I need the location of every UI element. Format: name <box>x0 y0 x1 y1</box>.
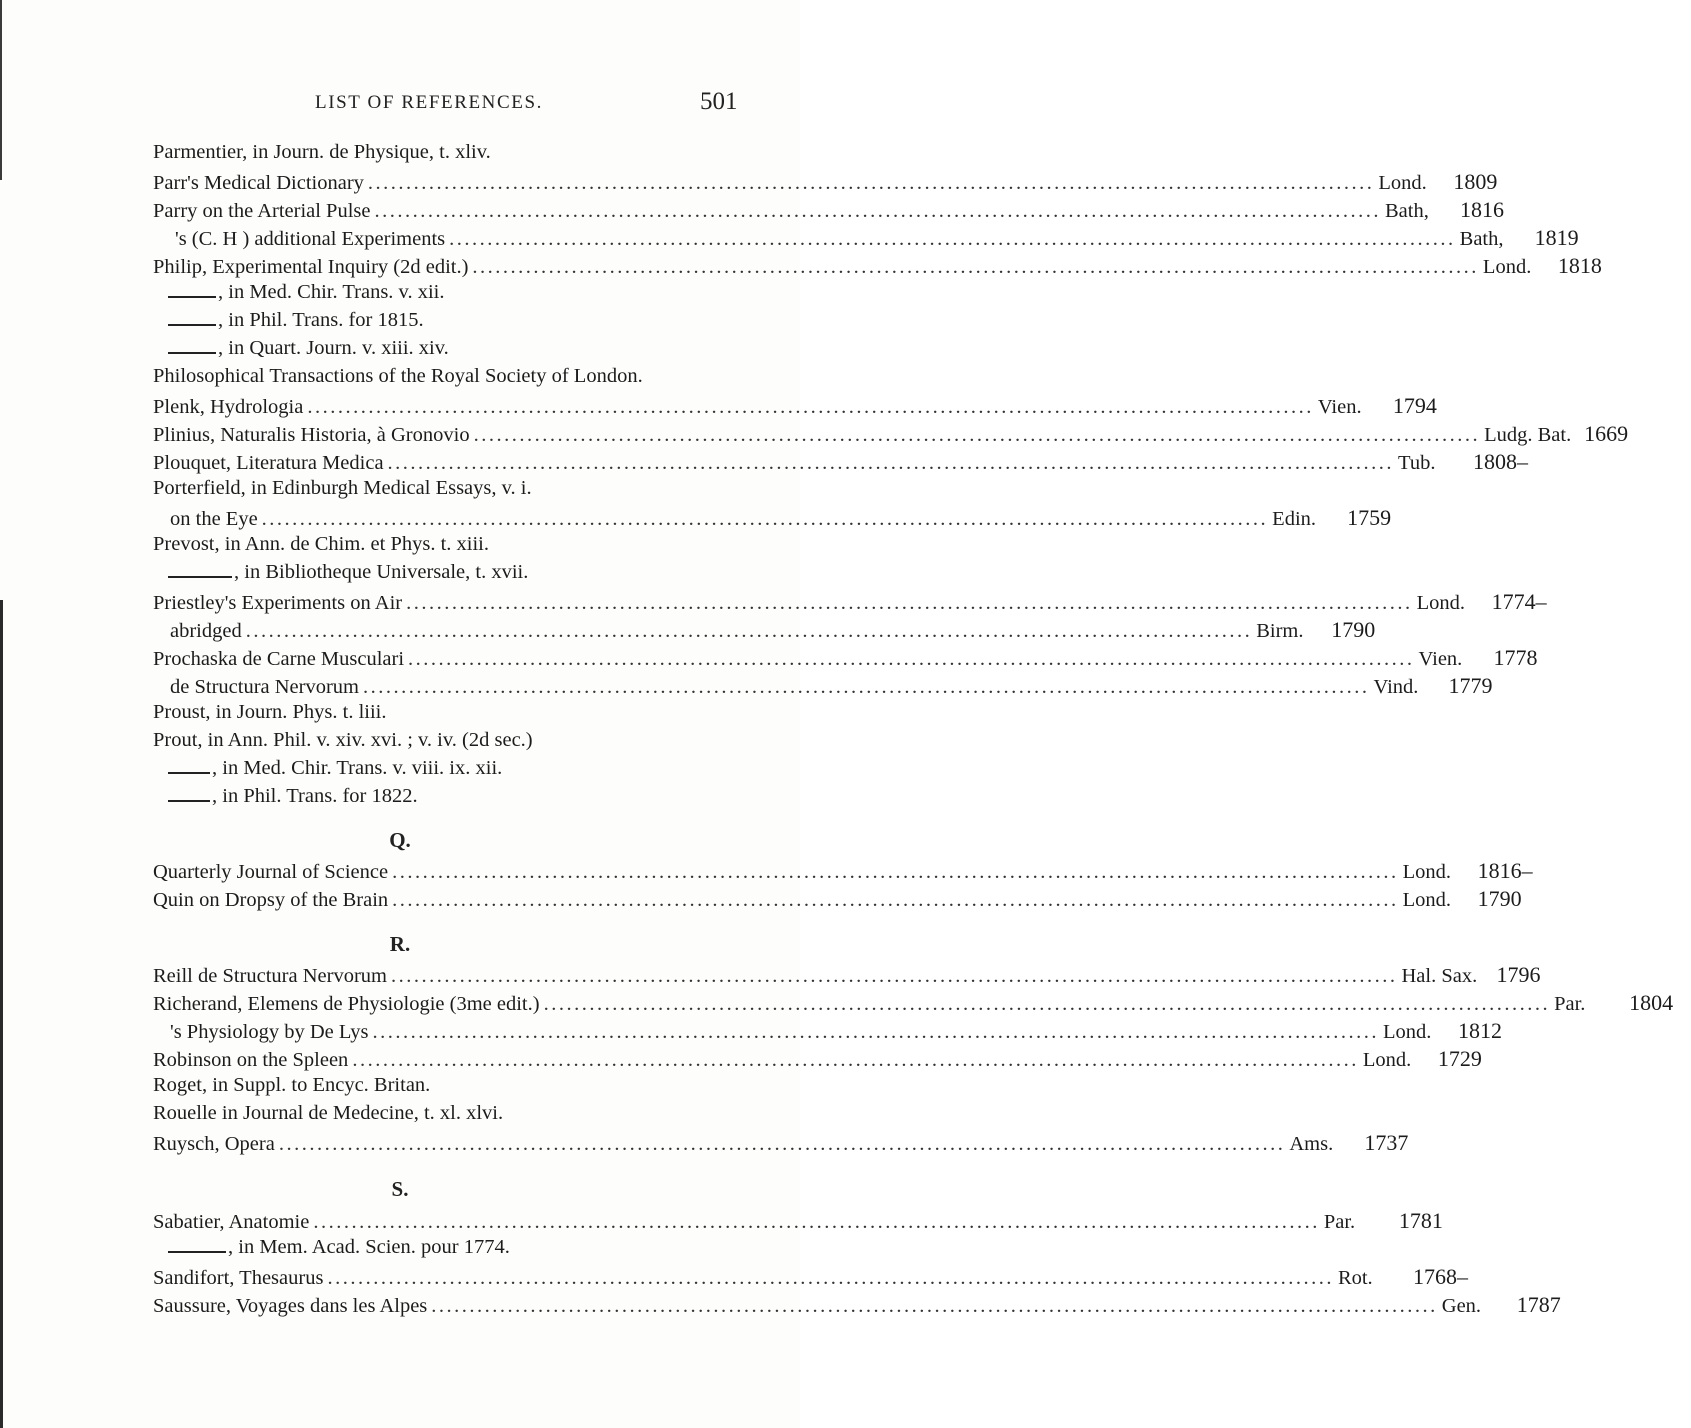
reference-year: 1812 <box>1457 1018 1502 1043</box>
dot-leader <box>313 1211 1320 1233</box>
dot-leader <box>544 993 1551 1015</box>
dot-leader <box>391 965 1398 987</box>
reference-year: 1737 <box>1364 1130 1409 1155</box>
ditto-dash <box>168 565 232 578</box>
reference-entry <box>153 645 1538 673</box>
reference-entry <box>153 1046 1482 1074</box>
dot-leader <box>431 1295 1438 1317</box>
reference-place: Lond. <box>1382 1021 1432 1043</box>
dot-leader <box>262 508 1269 530</box>
reference-entry <box>168 561 785 589</box>
reference-place: Lond. <box>1416 592 1465 614</box>
reference-place: Gen. <box>1441 1295 1482 1317</box>
reference-text: , in Quart. Journ. v. xiii. xiv. <box>218 337 449 359</box>
reference-entry <box>153 701 770 729</box>
dot-leader <box>372 1021 1379 1043</box>
reference-text: Philip, Experimental Inquiry (2d edit.) <box>153 256 469 278</box>
reference-text: Plouquet, Literatura Medica <box>153 452 384 474</box>
dot-leader <box>246 620 1253 642</box>
reference-entry <box>153 1130 1409 1158</box>
reference-place: Bath, <box>1384 200 1429 222</box>
page-edge-rule <box>0 600 3 1428</box>
reference-year: 1759 <box>1347 505 1392 530</box>
reference-text: Sandifort, Thesaurus <box>153 1267 324 1289</box>
reference-entry <box>168 785 785 813</box>
reference-place: Vien. <box>1317 396 1362 418</box>
page-number: 501 <box>700 88 738 115</box>
reference-entry <box>153 990 1674 1018</box>
reference-entry <box>153 962 1541 990</box>
reference-text: Prevost, in Ann. de Chim. et Phys. t. xiii. <box>153 533 489 555</box>
reference-entry <box>153 141 770 169</box>
reference-text: Ruysch, Opera <box>153 1133 275 1155</box>
reference-entry <box>153 421 1629 449</box>
reference-place: Bath, <box>1459 228 1504 250</box>
reference-entry <box>153 169 1498 197</box>
reference-entry <box>153 1292 1561 1320</box>
reference-entry <box>153 589 1547 617</box>
reference-entry <box>173 225 1579 253</box>
reference-text: Saussure, Voyages dans les Alpes <box>153 1295 428 1317</box>
dot-leader <box>352 1049 1359 1071</box>
reference-entry <box>153 858 1533 886</box>
reference-year: 1778 <box>1493 645 1538 670</box>
reference-text: Robinson on the Spleen <box>153 1049 349 1071</box>
reference-text: Proust, in Journ. Phys. t. liii. <box>153 701 387 723</box>
dot-leader <box>307 396 1314 418</box>
reference-year: 1774– <box>1491 589 1547 614</box>
reference-entry <box>153 365 770 393</box>
reference-year: 1790 <box>1331 617 1376 642</box>
reference-entry <box>153 533 770 561</box>
reference-place: Vind. <box>1373 676 1419 698</box>
reference-place: Vien. <box>1418 648 1463 670</box>
reference-year: 1818 <box>1557 253 1602 278</box>
reference-year: 1790 <box>1477 886 1522 911</box>
reference-text: abridged <box>170 620 242 642</box>
reference-place: Ams. <box>1289 1133 1334 1155</box>
reference-entry <box>153 197 1504 225</box>
reference-entry <box>153 1074 770 1102</box>
dot-leader <box>406 592 1413 614</box>
dot-leader <box>408 648 1415 670</box>
reference-text: , in Med. Chir. Trans. v. xii. <box>218 281 445 303</box>
reference-text: Parmentier, in Journ. de Physique, t. xliv. <box>153 141 491 163</box>
reference-place: Lond. <box>1482 256 1532 278</box>
reference-entry <box>153 253 1602 281</box>
ditto-dash <box>168 1240 226 1253</box>
reference-text: Parr's Medical Dictionary <box>153 172 364 194</box>
reference-entry <box>168 505 1392 533</box>
reference-text: Quarterly Journal of Science <box>153 861 389 883</box>
reference-entry <box>168 281 785 309</box>
reference-entry <box>153 1264 1468 1292</box>
reference-text: de Structura Nervorum <box>170 676 359 698</box>
reference-text: , in Med. Chir. Trans. v. viii. ix. xii. <box>212 757 503 779</box>
reference-place: Lond. <box>1402 861 1451 883</box>
reference-text: Richerand, Elemens de Physiologie (3me edit.) <box>153 993 540 1015</box>
section-heading-r: R. <box>389 932 411 956</box>
reference-text: Plinius, Naturalis Historia, à Gronovio <box>153 424 470 446</box>
reference-entry <box>168 673 1493 701</box>
reference-text: 's (C. H ) additional Experiments <box>175 228 446 250</box>
reference-text: Priestley's Experiments on Air <box>153 592 403 614</box>
reference-text: Quin on Dropsy of the Brain <box>153 889 389 911</box>
reference-place: Ludg. Bat. <box>1484 424 1572 446</box>
dot-leader <box>327 1267 1334 1289</box>
reference-entry <box>168 309 785 337</box>
reference-year: 1794 <box>1392 393 1437 418</box>
reference-year: 1729 <box>1437 1046 1482 1071</box>
ditto-dash <box>168 313 216 326</box>
reference-entry <box>153 1208 1443 1236</box>
dot-leader <box>368 172 1375 194</box>
dot-leader <box>363 676 1370 698</box>
reference-place: Lond. <box>1362 1049 1412 1071</box>
reference-entry <box>153 477 770 505</box>
reference-entry <box>153 393 1437 421</box>
reference-text: Rouelle in Journal de Medecine, t. xl. xlvi. <box>153 1102 504 1124</box>
page-edge-shadow <box>0 0 2 180</box>
reference-year: 1804 <box>1629 990 1674 1015</box>
reference-year: 1796 <box>1496 962 1541 987</box>
reference-place: Tub. <box>1398 452 1436 474</box>
reference-text: , in Bibliotheque Universale, t. xvii. <box>234 561 529 583</box>
reference-place: Par. <box>1554 993 1586 1015</box>
dot-leader <box>388 452 1395 474</box>
reference-year: 1808– <box>1473 449 1529 474</box>
reference-year: 1781 <box>1398 1208 1443 1233</box>
reference-entry <box>153 1102 770 1130</box>
reference-entry <box>153 886 1522 914</box>
reference-text: Plenk, Hydrologia <box>153 396 304 418</box>
reference-place: Edin. <box>1272 508 1317 530</box>
reference-place: Birm. <box>1256 620 1304 642</box>
reference-entry <box>168 337 785 365</box>
reference-text: 's Physiology by De Lys <box>170 1021 369 1043</box>
reference-year: 1768– <box>1412 1264 1468 1289</box>
reference-text: Parry on the Arterial Pulse <box>153 200 371 222</box>
reference-year: 1787 <box>1516 1292 1561 1317</box>
reference-text: Sabatier, Anatomie <box>153 1211 310 1233</box>
running-head <box>0 88 800 122</box>
ditto-dash <box>168 761 210 774</box>
ditto-dash <box>168 789 210 802</box>
reference-text: Porterfield, in Edinburgh Medical Essays, v. i. <box>153 477 532 499</box>
reference-entry <box>168 1018 1502 1046</box>
reference-text: , in Mem. Acad. Scien. pour 1774. <box>228 1236 510 1258</box>
section-heading-s: S. <box>391 1177 409 1201</box>
dot-leader <box>392 889 1399 911</box>
reference-year: 1819 <box>1534 225 1579 250</box>
dot-leader <box>449 228 1456 250</box>
reference-text: on the Eye <box>170 508 258 530</box>
reference-place: Lond. <box>1378 172 1427 194</box>
reference-year: 1809 <box>1453 169 1498 194</box>
reference-text: , in Phil. Trans. for 1815. <box>218 309 424 331</box>
reference-place: Rot. <box>1337 1267 1373 1289</box>
reference-text: Roget, in Suppl. to Encyc. Britan. <box>153 1074 431 1096</box>
dot-leader <box>472 256 1479 278</box>
dot-leader <box>374 200 1381 222</box>
reference-entry <box>153 449 1529 477</box>
dot-leader <box>474 424 1481 446</box>
running-title: LIST OF REFERENCES. <box>315 92 543 113</box>
reference-entry <box>168 617 1376 645</box>
reference-text: Prout, in Ann. Phil. v. xiv. xvi. ; v. iv. (2d sec.) <box>153 729 533 751</box>
ditto-dash <box>168 341 216 354</box>
reference-entry <box>168 757 785 785</box>
reference-year: 1779 <box>1448 673 1493 698</box>
reference-place: Lond. <box>1402 889 1452 911</box>
reference-text: Philosophical Transactions of the Royal Society of London. <box>153 365 643 387</box>
reference-year: 1669 <box>1584 421 1629 446</box>
reference-text: Prochaska de Carne Musculari <box>153 648 405 670</box>
reference-year: 1816– <box>1477 858 1533 883</box>
reference-entry <box>153 729 770 757</box>
reference-text: Reill de Structura Nervorum <box>153 965 387 987</box>
ditto-dash <box>168 285 216 298</box>
reference-place: Hal. Sax. <box>1401 965 1478 987</box>
reference-year: 1816 <box>1459 197 1504 222</box>
dot-leader <box>279 1133 1286 1155</box>
reference-entry <box>168 1236 785 1264</box>
reference-text: , in Phil. Trans. for 1822. <box>212 785 418 807</box>
section-heading-q: Q. <box>389 828 411 852</box>
dot-leader <box>392 861 1399 883</box>
reference-place: Par. <box>1323 1211 1356 1233</box>
